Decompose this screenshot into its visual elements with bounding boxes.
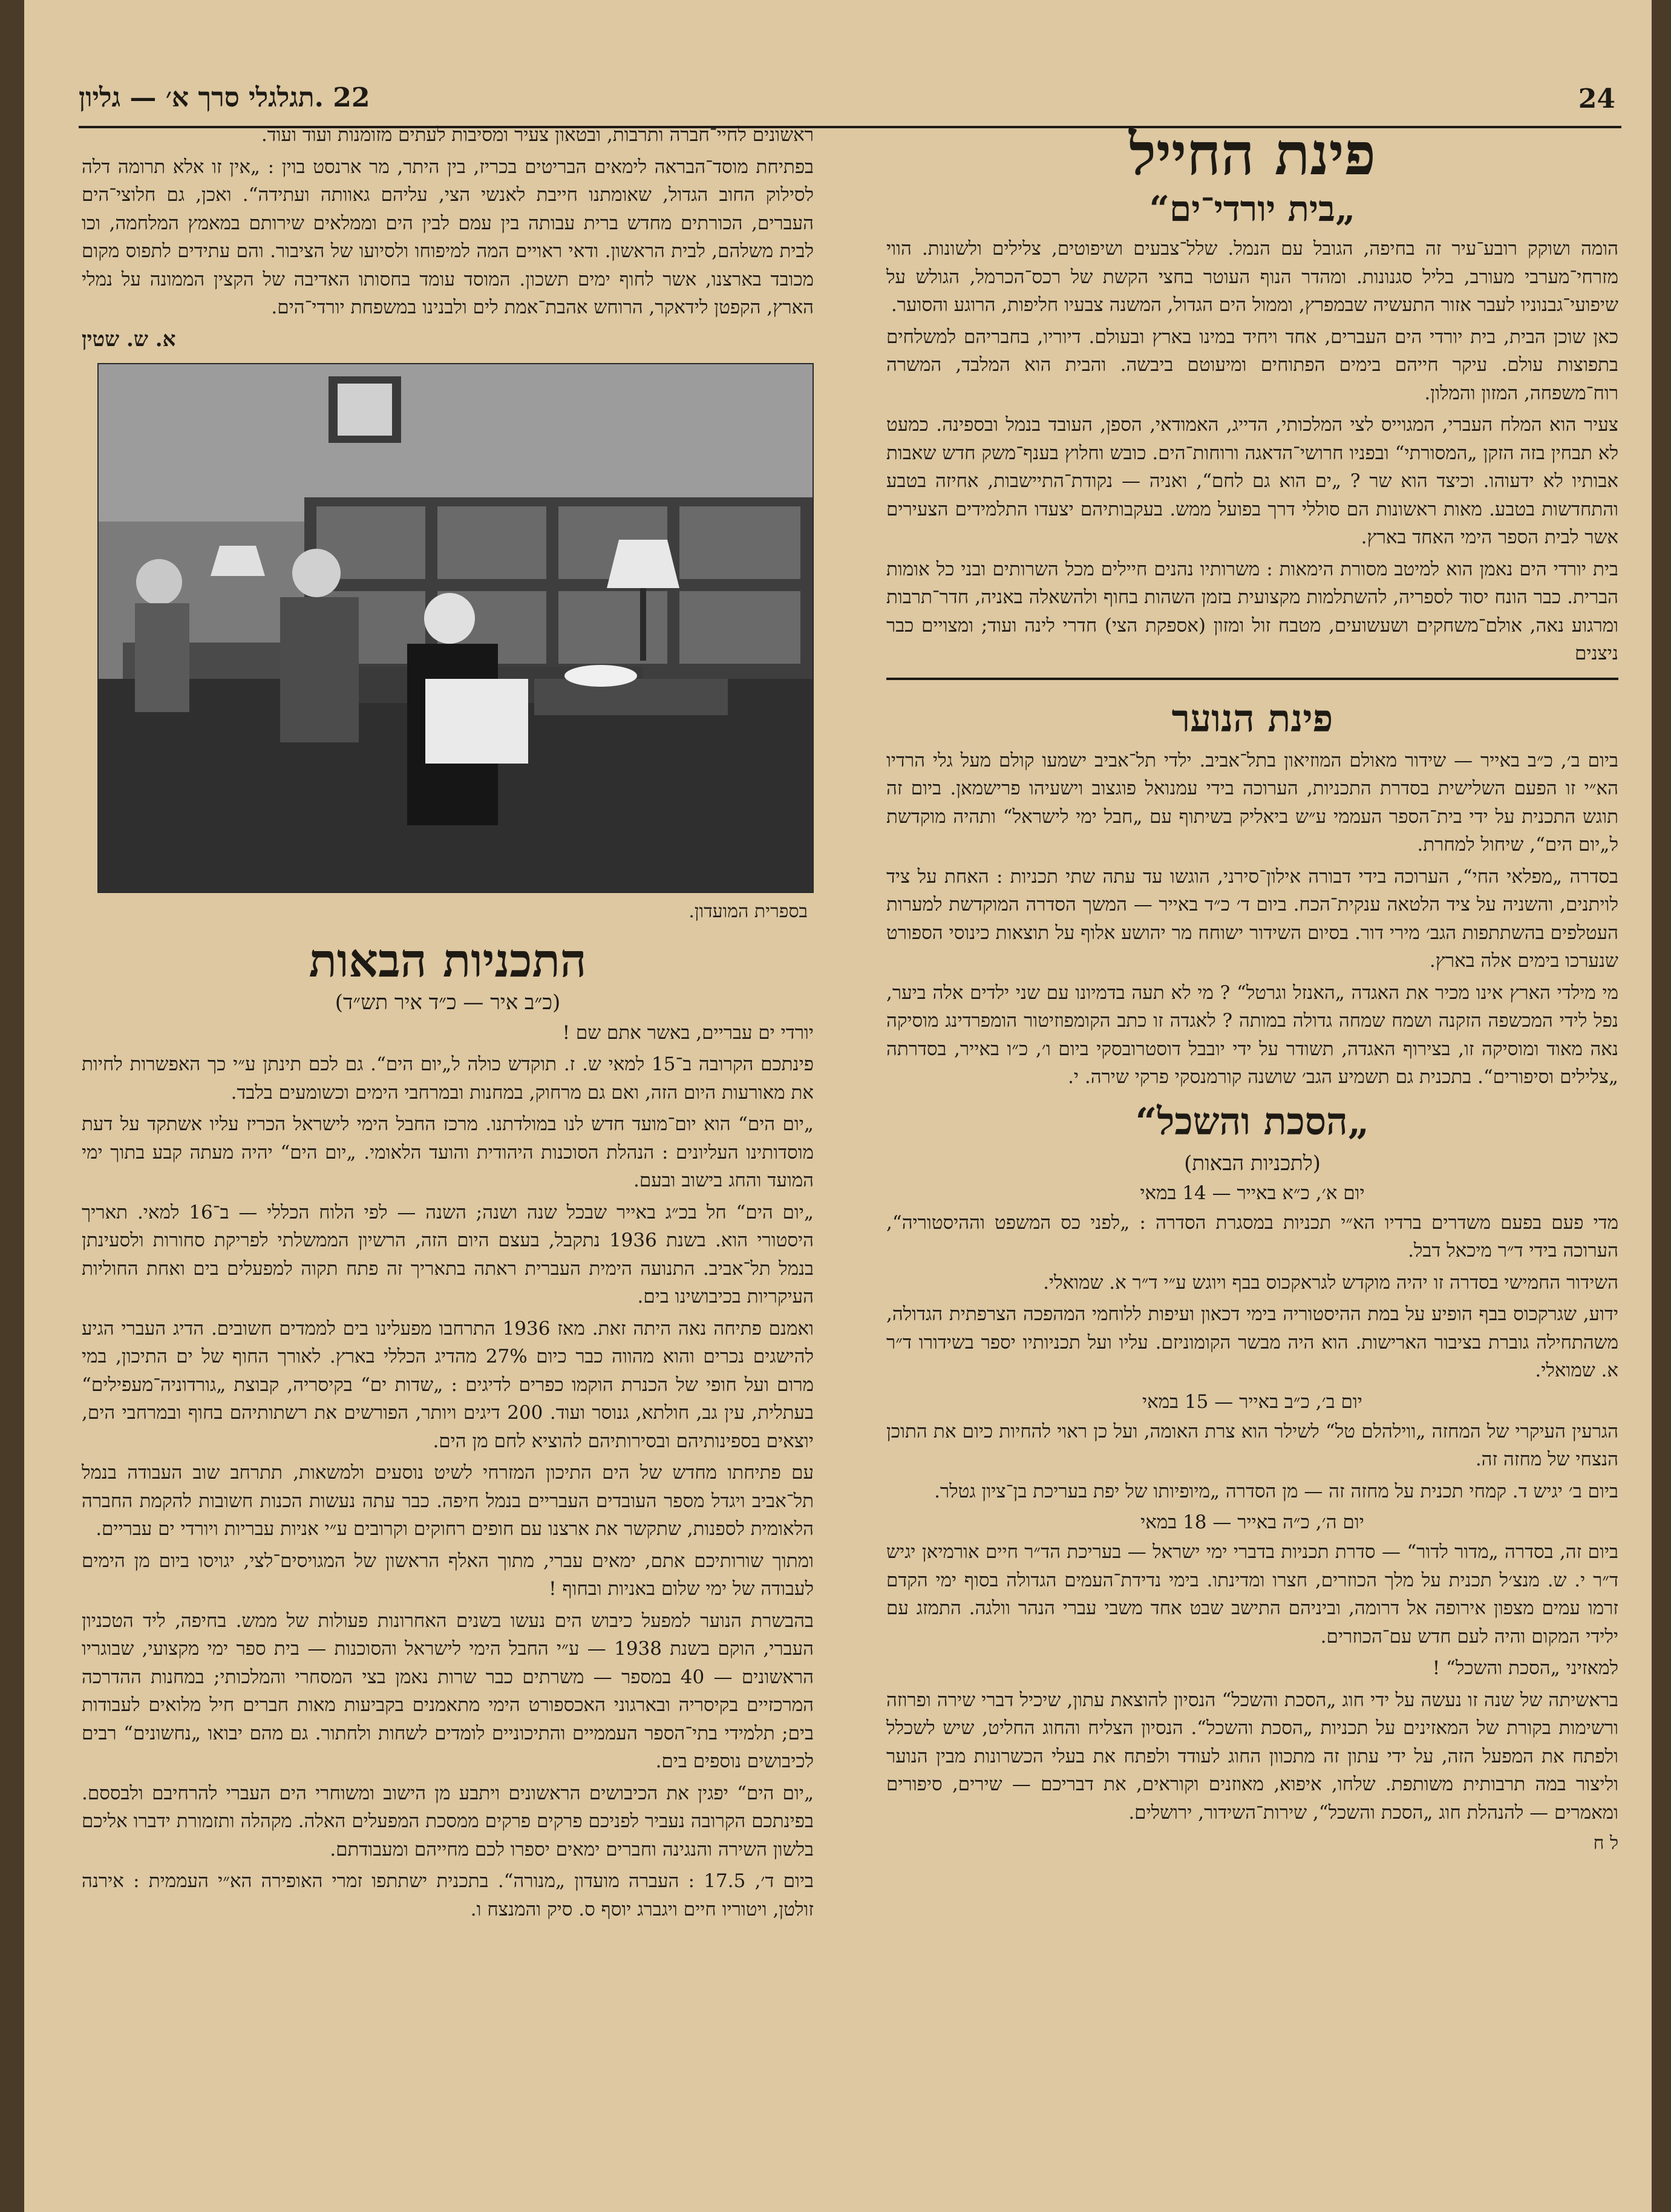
article-paragraph: בסדרה „מפלאי החי“, הערוכה בידי דבורה אילון־סירני, הוגשו עד עתה שתי תכניות : האחת על ציד לויתנים, והשניה על ציד הלטאה ענקית־הכח. ביום ד׳ כ״ד באייר — המשך הסדרה המוקדשת למערות העטלפים בהשתתפות הגב׳ מירי דור. בסיום השידור ישוחח מר יהושע אלוף על תוצאות כינוסי הספורט שנערכו בימים אלה בארץ.	[886, 865, 1618, 972]
article-paragraph: השידור החמישי בסדרה זו יהיה מוקדש לגראקכוס בבף ויוגש ע״י ד״ר א. שמואלי.	[1043, 1271, 1618, 1294]
article-paragraph: כאן שוכן הבית, בית יורדי הים העברים, אחד ויחיד במינו בארץ ובעולם. דיוריו, בחבריהם למשלחים בתפוצות עולם. עיקר חייהם בימים הפתוחים ומיעוטם ביבשה. והבית הוא המלבד, המשרה רוח־משפחה, המזון והמלון.	[886, 326, 1618, 404]
newspaper-page	[24, 0, 1652, 2212]
article-paragraph: ואמנם פתיחה נאה היתה זאת. מאז 1936 התרחבו מפעלינו בים לממדים חשובים. הדיג העברי הגיע להישגים נכרים והוא מהווה כבר כיום 27% מהדיג הכללי בארץ. לאורך החוף של ים התיכון, במי מרום ועל חופי של הכנרת הוקמו כפרים לדיגים : „שדות ים“ בקיסריה, קבוצת „גורדוניה־מעפילים“ בעתלית, עין גב, חולתא, גנוסר ועוד. 200 דיגים ויותר, הפורשים את רשתותיהם בחוף ובמרחבי הים, יוצאים בספינותיהם ובסירותיהם להוציא לחם מן הים.	[82, 1317, 814, 1452]
article-paragraph: ביום זה, בסדרה „מדור לדור“ — סדרת תכניות בדברי ימי ישראל — בעריכת הד״ר חיים אורמיאן יגיש ד״ר י. ש. מנצ׳ל תכנית על מלך הכוזרים, חצרו ומדינתו. בימי נדידת־העמים הגדולה בסוף ימי הקדם זרמו עמים מצפון אירופה אל דרומה, וביניהם התישב שבט אחד משבי עברי הנהר וולגה. התמזג עם ילידי המקום והיה לעם חדש עם־הכוזרים.	[886, 1541, 1618, 1648]
section-divider	[886, 678, 1618, 680]
photo-caption: בספרית המועדון.	[688, 900, 808, 922]
page-number: 24	[1578, 83, 1615, 114]
article-paragraph: למאזיני „הסכת והשכל“ !	[1432, 1657, 1618, 1679]
hasket-title: „הסכת והשכל“	[1135, 1099, 1370, 1144]
article-paragraph: יורדי ים עבריים, באשר אתם שם !	[562, 1021, 814, 1044]
article-paragraph: עם פתיחתו מחדש של הים התיכון המזרחי לשיט נוסעים ולמשאות, תתרחב שוב העבודה בנמל תל־אביב ויגדל מספר העובדים העבריים בנמל חיפה. כבר עתה נעשות הכנות חשובות להקמת החברה הלאומית לספנות, שתקשר את ארצנו עם חופים רחוקים וקרובים ע״י אניות עבריות ויורדי ים עבריים.	[82, 1462, 814, 1540]
article-paragraph: ומתוך שורותיכם אתם, ימאים עברי, מתוך האלף הראשון של המגויסים־לצי, יגויסו ביום מן הימים לעבודה של ימי שלום באניות ובחוף !	[82, 1549, 814, 1600]
youth-corner-title: פינת הנוער	[1171, 696, 1333, 741]
article-paragraph: „יום הים“ הוא יום־מועד חדש לנו במולדתנו. מרכז החבל הימי לישראל הכריז עליו אשתקד על דעת מוסדותינו העליונים : הנהלת הסוכנות היהודית והועד הלאומי. „יום הים“ יהיה מעתה קבע בתוך ימי המועד והחג בישוב ובעם.	[82, 1113, 814, 1191]
photo-illustration	[99, 364, 813, 892]
article-paragraph: מדי פעם בפעם משדרים ברדיו הא״י תכניות במסגרת הסדרה : „לפני כס המשפט וההיסטוריה“, הערוכה בידי ד״ר מיכאל דבל.	[886, 1211, 1618, 1261]
article-paragraph: ביום ד׳, 17.5 : העברה מועדון „מנורה“. בתכנית ישתתפו זמרי האופירה הא״י העממית : אירנה זולטן, ויטוריו חיים ויגברג יוסף ס. סיק והמנצח ו.	[82, 1870, 814, 1920]
left-column	[82, 121, 814, 1927]
day-heading: יום א׳, כ״א באייר — 14 במאי	[1140, 1182, 1365, 1204]
article-paragraph: „יום הים“ יפגין את הכיבושים הראשונים ויתבע מן הישוב ומשוחרי הים העברי להרחיבם ולבססם. בפינתכם הקרובה נעביר לפניכם פרקים פרקים ממסכת המפעלים האלה. מקהלה ותזמורת ידברו אליכם בלשון השירה והנגינה וחברים ימאים יספרו לכם מחייהם ומעבודתם.	[82, 1782, 814, 1860]
day-heading: יום ב׳, כ״ב באייר — 15 במאי	[1142, 1390, 1362, 1413]
article-paragraph: „יום הים“ חל בכ״ג באייר שבכל שנה ושנה; השנה — לפי הלוח הכללי — ב־16 למאי. תאריך היסטורי הוא. בשנת 1936 נתקבל, בעצם היום הזה, הרשיון הממשלתי לפריקת סחורות ולסעינתן בנמל תל־אביב. התנועה הימית העברית ראתה בתאריך זה פתח תקוה למפעלים בים ואחת החוליות העיקריות בכיבושינו בים.	[82, 1201, 814, 1307]
masthead: 22 .תגלגלי סרך א׳ — גליון	[79, 82, 370, 113]
article-paragraph: צעיר הוא המלח העברי, המגוייס לצי המלכותי, הדייג, האמודאי, הספן, העובד בנמל ובספינה. כמעט לא תבחין בזה הזקן „המסורתי“ ובפניו חרושי־הדאגה ורוחות־הים. כובש וחלוץ בענף־משק חדש שאבות אבותיו לא ידעוהו. וכיצד הוא שר ? „ים הוא גם לחם“, ואניה — נקודת־התיישבות, אחיזה בטבע והתחדשות בטבע. מאות ראשונות הם סוללי דרך בפועל ממש. בעקבותיהם יצעדו התלמידים הצעירים אשר לבית הספר הימי האחד בארץ.	[886, 414, 1618, 548]
article-paragraph: ביום ב׳, כ״ב באייר — שידור מאולם המוזיאון בתל־אביב. ילדי תל־אביב ישמעו קולם מעל גלי הרדיו הא״י זו הפעם השלישית בסדרת התכניות, הערוכה בידי עמנואל פוגצוב וישעיהו פרישמאן. ביום זה תוגש התכנית על ידי בית־הספר העממי ע״ש ביאליק בשיתוף עם „חבל ימי לישראל“ ותהיה מוקדשת ל„יום הים“, שיחול למחרת.	[886, 749, 1618, 856]
article-paragraph: ביום ב׳ יגיש ד. קמחי תכנית על מחזה זה — מן הסדרה „מיופיותו של יפת בעריכת בן־ציון גטלר.	[934, 1480, 1618, 1502]
article-paragraph: פינתכם הקרובה ב־15 למאי ש. ז. תוקדש כולה ל„יום הים“. גם לכם תינתן ע״י כך האפשרות לחיות את מאורעות היום הזה, ואם גם מרחוק, במחנות ובמרחבי הימים וכשומעים בלבד.	[82, 1053, 814, 1104]
article-paragraph: הומה ושוקק רובע־עיר זה בחיפה, הגובל עם הנמל. שלל־צבעים ושיפוטים, צלילים ולשונות. הווי מזרחי־מערבי מעורב, בליל סגנונות. ומהדר הנוף העוטר בחצי הקשת של רכס־הכרמל, הגולש על שיפועי־גבנוניו לעבר אזור התעשיה שבמפרץ, וממול הים הגדול, המשנה צבעיו חליפות, הרוגע והסוער.	[886, 238, 1618, 316]
programs-title: התכניות הבאות	[309, 933, 587, 987]
club-library-photo	[97, 363, 814, 893]
article-paragraph: בית יורדי הים נאמן הוא למיטב מסורת הימאות : משרותיו נהנים חיילים מכל השרותים ובני כל אומות הברית. כבר הונח יסוד לספריה, להשתלמות מקצועית בזמן השהות בחוף ולהשאלה באניה, חדר־תרבות ומרגוע נאה, אולם־משחקים ושעשועים, מטבח זול ומזון (אספקת הצי) חדרי לינה ועוד; ומצויים כבר ניצנים	[886, 558, 1618, 664]
article-paragraph: בראשיתה של שנה זו נעשה על ידי חוג „הסכת והשכל“ הנסיון להוצאת עתון, שיכיל דברי שירה ופרוזה ורשימות בקורת של המאזינים על תכניות „הסכת והשכל“. הנסיון הצליח והחוג החליט, שיש לשכלל ולפתח את המפעל הזה, על ידי עתון זה מתכוון החוג לעודד ולפתח את בעלי הכשרונות מבין הנוער וליצור במה תרבותית משותפת. שלחו, איפוא, מאוזנים וקוראים, את דבריכם — שירים, סיפורים ומאמרים — להנהלת חוג „הסכת והשכל“, שירות־השידור, ירושלים.	[886, 1689, 1618, 1824]
article-paragraph: מי מילדי הארץ אינו מכיר את האגדה „האנזל וגרטל“ ? מי לא תעה בדמיונו עם שני ילדים אלה ביער, נפל לידי המכשפה הזקנה ושמח שמחה גדולה במותה ? לאגדה זו כתב הקומפוזיטור הומפרדינג מוסיקה נאה מאוד ומוסיקה זו, בצירוף האגדה, תשודר על ידי יובבל דוסטרובסקי ביום ו׳, כ״ו באייר, בסדרתה „צלילים וסיפורים“. בתכנית גם תשמיע הגב׳ שושנה קורמנסקי פרקי שירה. י.	[886, 981, 1618, 1088]
article-paragraph: ידוע, שגרקכוס בבף הופיע על במת ההיסטוריה בימי דכאון ועיפות ללוחמי המהפכה הצרפתית הגדולה, משהתחילה גוברת בציבור הארישות. הוא היה מבשר הקומוניזם. עליו ועל תכניותיו יספר בשידורו ד״ר א. שמואלי.	[886, 1303, 1618, 1381]
soldier-corner-subtitle: „בית יורדי־ים“	[1149, 188, 1356, 229]
page-header	[79, 71, 1621, 128]
article-paragraph: ראשונים לחיי־חברה ותרבות, ובטאון צעיר ומסיבות לעתים מזומנות ועוד ועוד.	[261, 124, 814, 146]
right-column	[886, 121, 1618, 1854]
article-paragraph: הגרעין העיקרי של המחזה „ווילהלם טל“ לשילר הוא צרת האומה, ועל כן ראוי להחיות כיום את התוכן הנצחי של מחזה זה.	[886, 1420, 1618, 1470]
article-paragraph: בפתיחת מוסד־הבראה לימאים הבריטים בכריז, בין היתר, מר ארנסט בוין : „אין זו אלא תרומה דלה לסילוק החוב הגדול, שאומתנו חייבת לאנשי הצי, עליהם גאוותה ועתידה“. ואכן, גם חלוצי־הים העברים, הכורתים מחדש ברית עבותה בין עמם לבין הים וממלאים שירותם במאמץ המלחמה, וכו לבית משלהם, לבית הראשון. ודאי ראויים המה למיפוחו ולסיועו של הציבור. והם עתידים לתפוס מקום מכובד בארצנו, אשר לחוף ימים תשכון. המוסד עומד בחסותו האדיבה של הקצין הממונה על נמלי הארץ, הקפטן לידאקר, הרוחש אהבת־אמת לים ולבנינו במשפחת יורדי־הים.	[82, 155, 814, 318]
day-heading: יום ה׳, כ״ה באייר — 18 במאי	[1140, 1511, 1364, 1533]
corner-marks: ל ח	[1593, 1833, 1618, 1854]
hasket-subtitle: (לתכניות הבאות)	[1184, 1151, 1321, 1176]
author-signature: א. ש. שטין	[82, 327, 176, 352]
programs-subtitle: (כ״ב איר — כ״ד איר תש״ד)	[335, 990, 561, 1015]
article-paragraph: בהבשרת הנוער למפעל כיבוש הים נעשו בשנים האחרונות פעולות של ממש. בחיפה, ליד הטכניון העברי, הוקם בשנת 1938 — ע״י החבל הימי לישראל והסוכנות — בית ספר ימי מקצועי, שבוגריו הראשונים — 40 במספר — משרתים כבר שרות נאמן בצי המסחרי והמלכותי; במחנות ההדרכה המרכזיים בקיסריה ובארגוני האכספורט הימי מתאמנים בקביעות מאות חברים חיל מלואים לעבודות בים; תלמידי בתי־הספר העממיים והתיכוניים לומדים לשחות ולחתור. גם מהם יבואו „נחשונים“ רבים לכיבושים נוספים בים.	[82, 1609, 814, 1772]
soldier-corner-title: פינת החייל	[1129, 120, 1376, 188]
